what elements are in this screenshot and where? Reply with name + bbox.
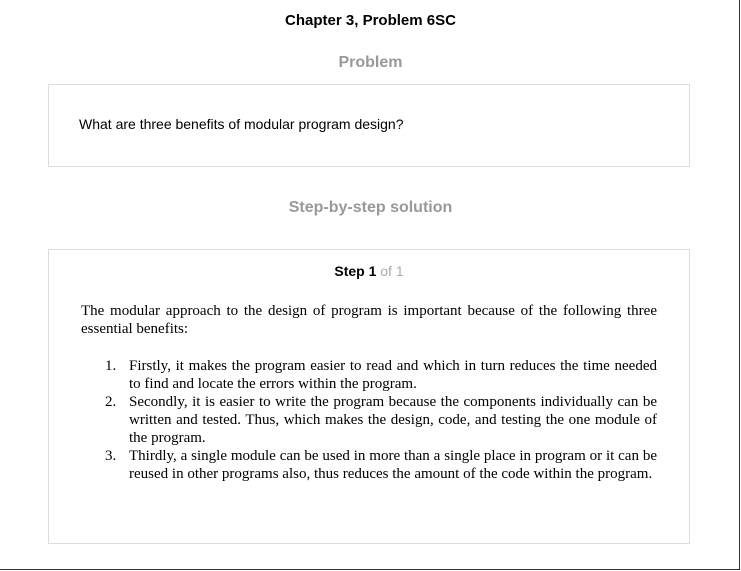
solution-heading: Step-by-step solution — [288, 199, 453, 216]
chapter-title: Chapter 3, Problem 6SC — [285, 12, 456, 29]
benefit-number: 2. — [105, 394, 117, 410]
benefit-text: Thirdly, a single module can be used in more than a single place in program or it can be reused in other programs also, thus reduces the amount of the code within the program. — [129, 448, 657, 482]
solution-intro: The modular approach to the design of program is important because of the following three essential benefits: — [81, 303, 657, 337]
benefit-number: 1. — [105, 358, 117, 374]
benefit-text: Secondly, it is easier to write the program because the components individually can be written and tested. Thus, which makes the design, code, and testing the one module of the program. — [129, 394, 657, 446]
problem-text: What are three benefits of modular program design? — [79, 116, 404, 132]
benefit-text: Firstly, it makes the program easier to read and which in turn reduces the time needed to find and locate the errors within the program. — [129, 358, 657, 392]
benefit-item — [105, 447, 657, 483]
step-total-label: of 1 — [380, 263, 404, 279]
benefit-item — [105, 357, 657, 393]
step-indicator — [49, 263, 689, 279]
benefit-item — [105, 393, 657, 447]
step-current-label: Step 1 — [334, 263, 377, 279]
benefit-list — [81, 357, 657, 483]
problem-heading: Problem — [338, 54, 403, 71]
benefit-number: 3. — [105, 448, 117, 464]
solution-body — [81, 302, 657, 483]
problem-card — [48, 84, 690, 167]
solution-card — [48, 249, 690, 544]
